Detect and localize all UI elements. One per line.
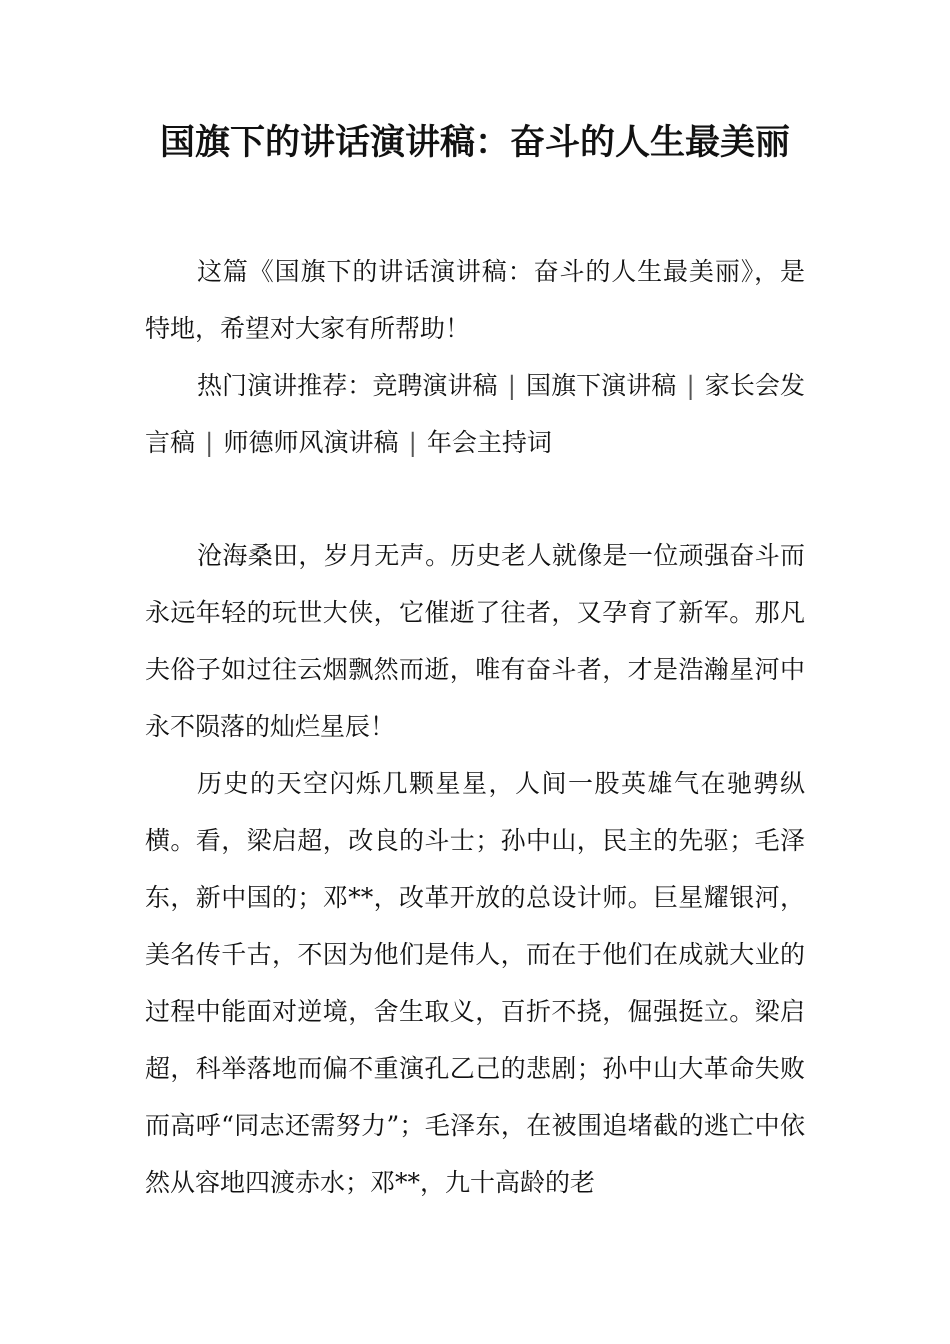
hot-link-flag-speech[interactable]: 国旗下演讲稿 <box>526 371 677 400</box>
hot-link-competition-speech[interactable]: 竞聘演讲稿 <box>372 371 498 400</box>
body-paragraph: 历史的天空闪烁几颗星星，人间一股英雄气在驰骋纵横。看，梁启超，改良的斗士；孙中山，民主的先驱；毛泽东，新中国的；邓**，改革开放的总设计师。巨星耀银河，美名传千古，不因为他们是伟人，而在于他们在成就大业的过程中能面对逆境，舍生取义，百折不挠，倔强挺立。梁启超，科举落地而偏不重演孔乙己的悲剧；孙中山大革命失败而高呼“同志还需努力”；毛泽东，在被围追堵截的逃亡中依然从容地四渡赤水；邓**，九十高龄的老 <box>145 769 805 1197</box>
intro-paragraph: 这篇《国旗下的讲话演讲稿：奋斗的人生最美丽》，是特地，希望对大家有所帮助！ <box>145 257 805 343</box>
separator: | <box>408 428 417 457</box>
hot-recommendations <box>145 357 805 471</box>
hot-link-teacher-ethics-speech[interactable]: 师德师风演讲稿 <box>223 428 399 457</box>
separator: | <box>205 428 214 457</box>
separator: | <box>507 371 516 400</box>
intro-section <box>145 243 805 471</box>
main-content <box>145 527 805 1211</box>
body-paragraph: 沧海桑田，岁月无声。历史老人就像是一位顽强奋斗而永远年轻的玩世大侠，它催逝了往者，又孕育了新军。那凡夫俗子如过往云烟飘然而逝，唯有奋斗者，才是浩瀚星河中永不陨落的灿烂星辰！ <box>145 541 805 741</box>
document-title: 国旗下的讲话演讲稿：奋斗的人生最美丽 <box>159 123 790 163</box>
hot-link-parent-meeting-speech[interactable]: 家长会发言稿 <box>145 371 805 457</box>
hot-label: 热门演讲推荐： <box>197 371 373 400</box>
separator: | <box>686 371 695 400</box>
hot-link-annual-meeting-host[interactable]: 年会主持词 <box>426 428 552 457</box>
